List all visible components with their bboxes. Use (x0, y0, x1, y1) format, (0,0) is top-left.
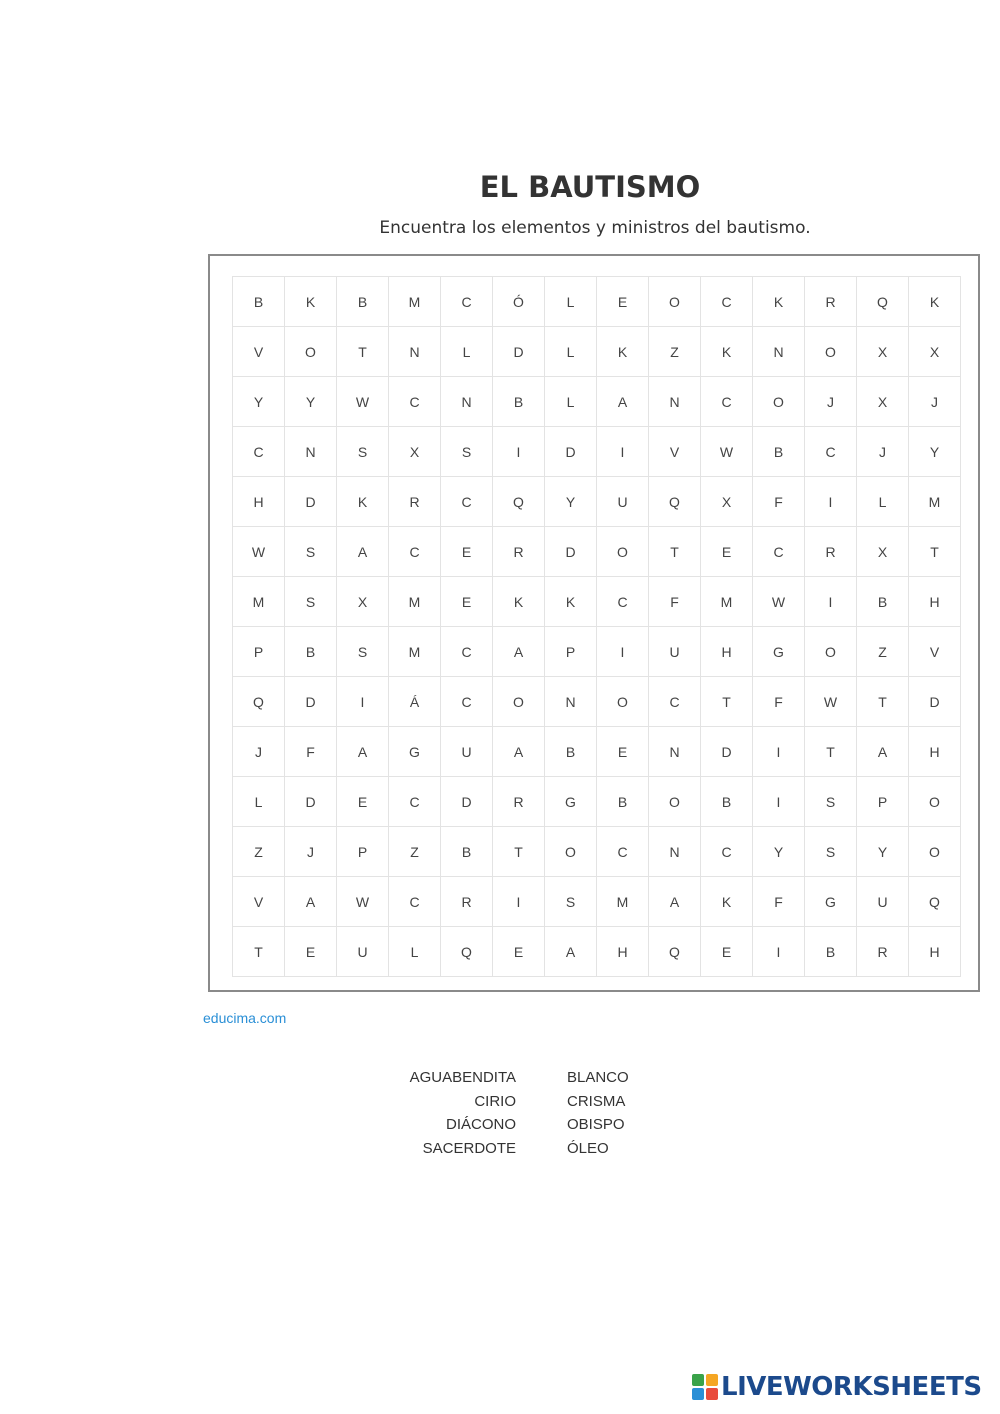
grid-cell[interactable]: E (597, 277, 649, 327)
grid-cell[interactable]: T (701, 677, 753, 727)
grid-cell[interactable]: Q (233, 677, 285, 727)
grid-cell[interactable]: I (493, 427, 545, 477)
grid-cell[interactable]: X (857, 327, 909, 377)
grid-cell[interactable]: K (909, 277, 961, 327)
grid-cell[interactable]: M (909, 477, 961, 527)
word-list-item: CRISMA (567, 1092, 626, 1110)
brand-name: LIVEWORKSHEETS (721, 1372, 982, 1402)
grid-cell[interactable]: L (545, 327, 597, 377)
grid-cell[interactable]: Y (233, 377, 285, 427)
grid-cell[interactable]: X (909, 327, 961, 377)
grid-cell[interactable]: N (545, 677, 597, 727)
grid-cell[interactable]: B (493, 377, 545, 427)
grid-cell[interactable]: J (233, 727, 285, 777)
grid-cell[interactable]: R (389, 477, 441, 527)
grid-cell[interactable]: C (701, 827, 753, 877)
grid-cell[interactable]: O (597, 527, 649, 577)
grid-cell[interactable]: C (441, 627, 493, 677)
grid-cell[interactable]: W (805, 677, 857, 727)
grid-cell[interactable]: C (233, 427, 285, 477)
grid-cell[interactable]: R (493, 527, 545, 577)
grid-cell[interactable]: R (493, 777, 545, 827)
grid-cell[interactable]: A (545, 927, 597, 977)
grid-cell[interactable]: B (233, 277, 285, 327)
grid-cell[interactable]: D (701, 727, 753, 777)
grid-cell[interactable]: L (233, 777, 285, 827)
grid-cell[interactable]: H (909, 577, 961, 627)
grid-cell[interactable]: X (857, 527, 909, 577)
grid-cell[interactable]: W (701, 427, 753, 477)
grid-cell[interactable]: J (805, 377, 857, 427)
grid-cell[interactable]: Q (649, 477, 701, 527)
grid-cell[interactable]: N (753, 327, 805, 377)
grid-cell[interactable]: X (389, 427, 441, 477)
grid-cell[interactable]: Y (285, 377, 337, 427)
grid-cell[interactable]: B (337, 277, 389, 327)
grid-cell[interactable]: V (233, 877, 285, 927)
grid-cell[interactable]: S (805, 777, 857, 827)
grid-cell[interactable]: C (805, 427, 857, 477)
grid-cell[interactable]: U (857, 877, 909, 927)
grid-cell[interactable]: Q (493, 477, 545, 527)
grid-cell[interactable]: K (597, 327, 649, 377)
grid-cell[interactable]: B (545, 727, 597, 777)
grid-cell[interactable]: Á (389, 677, 441, 727)
grid-cell[interactable]: O (649, 777, 701, 827)
grid-cell[interactable]: N (285, 427, 337, 477)
grid-cell[interactable]: D (545, 527, 597, 577)
grid-cell[interactable]: L (545, 277, 597, 327)
grid-cell[interactable]: Y (753, 827, 805, 877)
grid-cell[interactable]: T (493, 827, 545, 877)
grid-cell[interactable]: I (597, 627, 649, 677)
word-list-item: OBISPO (567, 1116, 625, 1133)
grid-cell[interactable]: O (805, 327, 857, 377)
grid-cell[interactable]: K (545, 577, 597, 627)
grid-cell[interactable]: G (753, 627, 805, 677)
grid-cell[interactable]: D (493, 327, 545, 377)
grid-cell[interactable]: U (649, 627, 701, 677)
grid-cell[interactable]: D (441, 777, 493, 827)
grid-cell[interactable]: C (649, 677, 701, 727)
grid-cell[interactable]: O (805, 627, 857, 677)
grid-cell[interactable]: S (337, 427, 389, 477)
grid-cell[interactable]: B (753, 427, 805, 477)
grid-cell[interactable]: X (857, 377, 909, 427)
grid-cell[interactable]: E (493, 927, 545, 977)
grid-cell[interactable]: K (701, 877, 753, 927)
grid-cell[interactable]: Z (649, 327, 701, 377)
grid-cell[interactable]: W (233, 527, 285, 577)
grid-cell[interactable]: X (701, 477, 753, 527)
grid-cell[interactable]: I (493, 877, 545, 927)
grid-cell[interactable]: X (337, 577, 389, 627)
grid-cell[interactable]: F (753, 477, 805, 527)
grid-cell[interactable]: I (337, 677, 389, 727)
grid-cell[interactable]: K (753, 277, 805, 327)
grid-cell[interactable]: Q (909, 877, 961, 927)
word-list-item: AGUABENDITA (409, 1069, 516, 1086)
grid-cell[interactable]: D (909, 677, 961, 727)
grid-cell[interactable]: K (493, 577, 545, 627)
grid-cell[interactable]: C (441, 277, 493, 327)
grid-cell[interactable]: E (597, 727, 649, 777)
page-subtitle: Encuentra los elementos y ministros del bautismo. (379, 218, 811, 238)
grid-cell[interactable]: V (649, 427, 701, 477)
grid-cell[interactable]: P (545, 627, 597, 677)
word-list-item: DIÁCONO (445, 1116, 516, 1133)
grid-cell[interactable]: G (389, 727, 441, 777)
grid-cell[interactable]: O (545, 827, 597, 877)
grid-cell[interactable]: N (389, 327, 441, 377)
grid-cell[interactable]: I (597, 427, 649, 477)
word-list-item: ÓLEO (567, 1139, 609, 1157)
grid-cell[interactable]: H (909, 927, 961, 977)
grid-cell[interactable]: Q (649, 927, 701, 977)
grid-cell[interactable]: S (545, 877, 597, 927)
grid-cell[interactable]: S (285, 577, 337, 627)
grid-cell[interactable]: N (649, 827, 701, 877)
grid-cell[interactable]: F (753, 877, 805, 927)
grid-cell[interactable]: D (545, 427, 597, 477)
grid-cell[interactable]: N (649, 377, 701, 427)
grid-cell[interactable]: C (441, 477, 493, 527)
liveworksheets-logo-icon (692, 1374, 718, 1400)
grid-cell[interactable]: S (285, 527, 337, 577)
grid-cell[interactable]: C (597, 577, 649, 627)
grid-cell[interactable]: T (805, 727, 857, 777)
word-list-item: BLANCO (567, 1069, 629, 1086)
grid-cell[interactable]: W (337, 877, 389, 927)
grid-cell[interactable]: S (337, 627, 389, 677)
word-list-left (340, 1066, 516, 1160)
grid-cell[interactable]: E (285, 927, 337, 977)
grid-cell[interactable]: A (337, 727, 389, 777)
grid-cell[interactable]: L (389, 927, 441, 977)
grid-cell[interactable]: J (857, 427, 909, 477)
grid-cell[interactable]: W (337, 377, 389, 427)
grid-cell[interactable]: I (753, 777, 805, 827)
grid-cell[interactable]: J (909, 377, 961, 427)
grid-cell[interactable]: K (337, 477, 389, 527)
grid-cell[interactable]: L (545, 377, 597, 427)
grid-cell[interactable]: O (753, 377, 805, 427)
grid-cell[interactable]: A (493, 627, 545, 677)
grid-cell[interactable]: M (597, 877, 649, 927)
grid-cell[interactable]: Z (389, 827, 441, 877)
grid-cell[interactable]: S (441, 427, 493, 477)
grid-cell[interactable]: F (649, 577, 701, 627)
grid-cell[interactable]: O (649, 277, 701, 327)
grid-cell[interactable]: M (389, 277, 441, 327)
grid-cell[interactable]: T (649, 527, 701, 577)
grid-cell[interactable]: A (285, 877, 337, 927)
grid-cell[interactable]: E (701, 927, 753, 977)
grid-cell[interactable]: F (753, 677, 805, 727)
word-search-grid (232, 276, 961, 977)
word-search-frame (208, 254, 980, 992)
brand-footer[interactable] (692, 1372, 982, 1402)
grid-cell[interactable]: R (857, 927, 909, 977)
grid-cell[interactable]: B (441, 827, 493, 877)
grid-cell[interactable]: P (337, 827, 389, 877)
grid-cell[interactable]: I (753, 927, 805, 977)
grid-cell[interactable]: J (285, 827, 337, 877)
grid-cell[interactable]: G (545, 777, 597, 827)
grid-cell[interactable]: O (909, 827, 961, 877)
grid-cell[interactable]: C (753, 527, 805, 577)
grid-cell[interactable]: H (909, 727, 961, 777)
grid-cell[interactable]: I (805, 577, 857, 627)
grid-cell[interactable]: D (285, 777, 337, 827)
grid-cell[interactable]: H (233, 477, 285, 527)
grid-cell[interactable]: K (285, 277, 337, 327)
grid-cell[interactable]: C (389, 377, 441, 427)
word-list-right (567, 1066, 767, 1160)
grid-cell[interactable]: W (753, 577, 805, 627)
grid-cell[interactable]: P (857, 777, 909, 827)
grid-cell[interactable]: N (649, 727, 701, 777)
source-link[interactable]: educima.com (203, 1010, 287, 1026)
word-list-item: CIRIO (474, 1092, 516, 1110)
grid-cell[interactable]: F (285, 727, 337, 777)
page-title: EL BAUTISMO (479, 170, 701, 204)
grid-cell[interactable]: E (441, 577, 493, 627)
grid-cell[interactable]: R (805, 527, 857, 577)
grid-cell[interactable]: Z (233, 827, 285, 877)
grid-cell[interactable]: C (389, 877, 441, 927)
grid-cell[interactable]: I (753, 727, 805, 777)
grid-cell[interactable]: U (441, 727, 493, 777)
grid-cell[interactable]: A (597, 377, 649, 427)
grid-cell[interactable]: O (285, 327, 337, 377)
grid-cell[interactable]: B (597, 777, 649, 827)
grid-cell[interactable]: O (597, 677, 649, 727)
grid-cell[interactable]: O (493, 677, 545, 727)
grid-cell[interactable]: O (909, 777, 961, 827)
grid-cell[interactable]: V (233, 327, 285, 377)
grid-cell[interactable]: C (441, 677, 493, 727)
grid-cell[interactable]: D (285, 477, 337, 527)
grid-cell[interactable]: C (389, 527, 441, 577)
grid-cell[interactable]: N (441, 377, 493, 427)
grid-cell[interactable]: C (389, 777, 441, 827)
grid-cell[interactable]: U (337, 927, 389, 977)
grid-cell[interactable]: K (701, 327, 753, 377)
grid-cell[interactable]: C (701, 377, 753, 427)
grid-cell[interactable]: I (805, 477, 857, 527)
grid-cell[interactable]: B (805, 927, 857, 977)
grid-cell[interactable]: M (389, 577, 441, 627)
grid-cell[interactable]: Y (545, 477, 597, 527)
grid-cell[interactable]: T (337, 327, 389, 377)
grid-cell[interactable]: Ó (493, 277, 545, 327)
grid-cell[interactable]: L (441, 327, 493, 377)
grid-cell[interactable]: Z (857, 627, 909, 677)
grid-cell[interactable]: A (337, 527, 389, 577)
grid-cell[interactable]: B (285, 627, 337, 677)
grid-cell[interactable]: L (857, 477, 909, 527)
grid-cell[interactable]: Q (441, 927, 493, 977)
grid-cell[interactable]: E (701, 527, 753, 577)
grid-cell[interactable]: T (909, 527, 961, 577)
grid-cell[interactable]: M (233, 577, 285, 627)
grid-cell[interactable]: E (337, 777, 389, 827)
grid-cell[interactable]: A (649, 877, 701, 927)
grid-cell[interactable]: Q (857, 277, 909, 327)
grid-cell[interactable]: M (701, 577, 753, 627)
grid-cell[interactable]: R (441, 877, 493, 927)
grid-cell[interactable]: C (701, 277, 753, 327)
grid-cell[interactable]: Y (857, 827, 909, 877)
grid-cell[interactable]: M (389, 627, 441, 677)
grid-cell[interactable]: P (233, 627, 285, 677)
grid-cell[interactable]: S (805, 827, 857, 877)
grid-cell[interactable]: U (597, 477, 649, 527)
word-list-item: SACERDOTE (422, 1139, 516, 1157)
grid-cell[interactable]: E (441, 527, 493, 577)
grid-cell[interactable]: H (701, 627, 753, 677)
grid-cell[interactable]: T (857, 677, 909, 727)
grid-cell[interactable]: G (805, 877, 857, 927)
grid-cell[interactable]: Y (909, 427, 961, 477)
grid-cell[interactable]: B (857, 577, 909, 627)
grid-cell[interactable]: D (285, 677, 337, 727)
grid-cell[interactable]: A (857, 727, 909, 777)
grid-cell[interactable]: R (805, 277, 857, 327)
grid-cell[interactable]: H (597, 927, 649, 977)
grid-cell[interactable]: V (909, 627, 961, 677)
grid-cell[interactable]: C (597, 827, 649, 877)
grid-cell[interactable]: A (493, 727, 545, 777)
grid-cell[interactable]: B (701, 777, 753, 827)
grid-cell[interactable]: T (233, 927, 285, 977)
